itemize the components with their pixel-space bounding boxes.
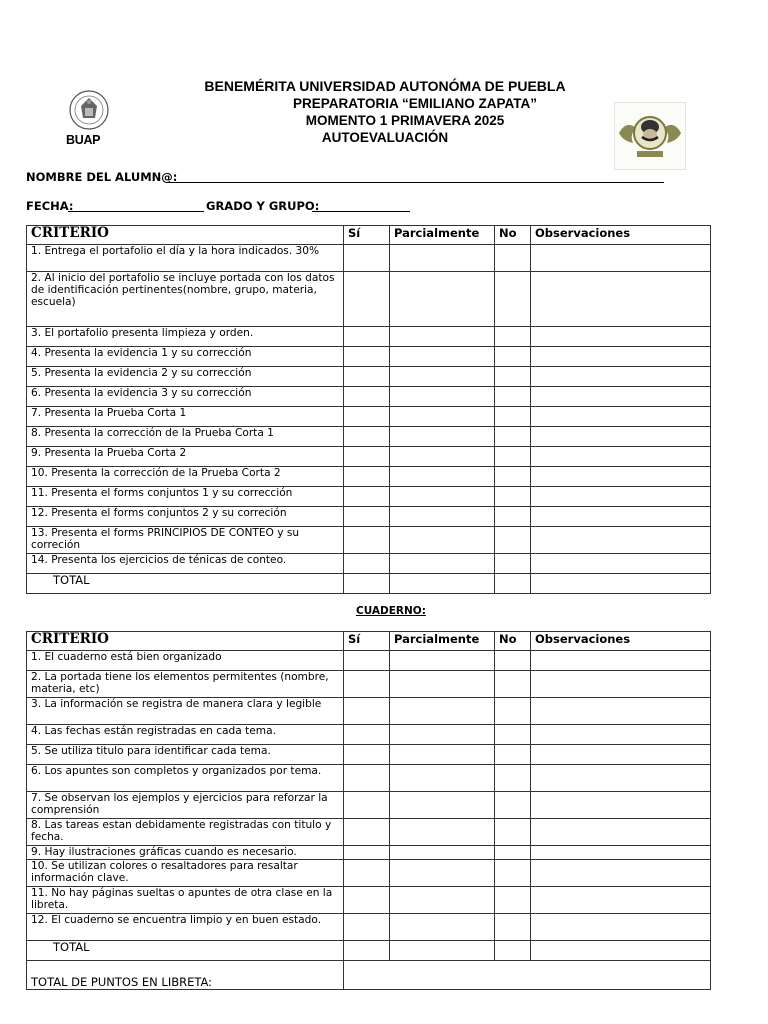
si-cell[interactable] (344, 507, 390, 527)
obs-cell[interactable] (531, 765, 711, 792)
table-row (27, 819, 711, 846)
parcial-cell[interactable] (390, 745, 495, 765)
table-row (27, 765, 711, 792)
obs-cell[interactable] (531, 507, 711, 527)
obs-cell[interactable] (531, 347, 711, 367)
table-row (27, 387, 711, 407)
no-cell[interactable] (495, 554, 531, 574)
no-cell[interactable] (495, 698, 531, 725)
no-cell[interactable] (495, 387, 531, 407)
no-cell[interactable] (495, 651, 531, 671)
no-cell[interactable] (495, 407, 531, 427)
no-cell[interactable] (495, 347, 531, 367)
no-cell[interactable] (495, 367, 531, 387)
col-no: No (495, 226, 531, 245)
table-row (27, 671, 711, 698)
no-cell[interactable] (495, 725, 531, 745)
table-row (27, 467, 711, 487)
final-total-row (27, 961, 711, 990)
total-label: TOTAL (27, 574, 344, 594)
portfolio-header-row (27, 226, 711, 245)
table-row (27, 507, 711, 527)
criterion-text: 8. Las tareas estan debidamente registradas con titulo y fecha. (27, 819, 344, 846)
obs-cell[interactable] (531, 914, 711, 941)
table-row (27, 914, 711, 941)
table-row (27, 860, 711, 887)
col-no: No (495, 632, 531, 651)
criterion-text: 10. Se utilizan colores o resaltadores para resaltar información clave. (27, 860, 344, 887)
criterion-text: 5. Presenta la evidencia 2 y su corrección (27, 367, 344, 387)
si-cell[interactable] (344, 792, 390, 819)
si-cell[interactable] (344, 745, 390, 765)
si-cell[interactable] (344, 819, 390, 846)
parcial-cell[interactable] (390, 447, 495, 467)
parcial-cell[interactable] (390, 467, 495, 487)
no-total[interactable] (495, 574, 531, 594)
col-si: Sí (344, 226, 390, 245)
parcial-cell[interactable] (390, 327, 495, 347)
col-obs: Observaciones (531, 226, 711, 245)
criterion-text: 5. Se utiliza titulo para identificar cada tema. (27, 745, 344, 765)
no-cell[interactable] (495, 819, 531, 846)
no-cell[interactable] (495, 245, 531, 272)
obs-cell[interactable] (531, 792, 711, 819)
notebook-title: CUADERNO: (356, 605, 426, 617)
name-label: NOMBRE DEL ALUMN@: (26, 170, 178, 184)
table-row (27, 367, 711, 387)
si-cell[interactable] (344, 272, 390, 327)
parcial-cell[interactable] (390, 914, 495, 941)
obs-cell[interactable] (531, 860, 711, 887)
parcial-cell[interactable] (390, 527, 495, 554)
obs-cell[interactable] (531, 725, 711, 745)
parcial-cell[interactable] (390, 387, 495, 407)
obs-cell[interactable] (531, 846, 711, 860)
total-row (27, 574, 711, 594)
table-row (27, 527, 711, 554)
criterion-text: 2. Al inicio del portafolio se incluye portada con los datos de identificación pertinentes(nombre, grupo, materia, escuela) (27, 272, 344, 327)
criterion-text: 13. Presenta el forms PRINCIPIOS DE CONTEO y su correción (27, 527, 344, 554)
si-cell[interactable] (344, 698, 390, 725)
final-total-label: TOTAL DE PUNTOS EN LIBRETA: (27, 961, 344, 990)
criterion-text: 4. Las fechas están registradas en cada tema. (27, 725, 344, 745)
obs-cell[interactable] (531, 447, 711, 467)
si-cell[interactable] (344, 671, 390, 698)
table-row (27, 487, 711, 507)
obs-cell[interactable] (531, 467, 711, 487)
no-cell[interactable] (495, 272, 531, 327)
obs-cell[interactable] (531, 887, 711, 914)
parcial-cell[interactable] (390, 725, 495, 745)
obs-cell[interactable] (531, 387, 711, 407)
table-row (27, 725, 711, 745)
criterion-text: 6. Los apuntes son completos y organizados por tema. (27, 765, 344, 792)
parcial-total[interactable] (390, 941, 495, 961)
criterion-text: 7. Se observan los ejemplos y ejercicios para reforzar la comprensión (27, 792, 344, 819)
criterion-text: 6. Presenta la evidencia 3 y su corrección (27, 387, 344, 407)
criterion-text: 3. La información se registra de manera clara y legible (27, 698, 344, 725)
no-cell[interactable] (495, 507, 531, 527)
table-row (27, 327, 711, 347)
document-title: AUTOEVALUACIÓN (321, 130, 449, 145)
final-total-value[interactable] (344, 961, 711, 990)
parcial-cell[interactable] (390, 245, 495, 272)
table-row (27, 245, 711, 272)
criterion-text: 14. Presenta los ejercicios de ténicas de conteo. (27, 554, 344, 574)
no-cell[interactable] (495, 427, 531, 447)
parcial-cell[interactable] (390, 846, 495, 860)
si-cell[interactable] (344, 725, 390, 745)
col-criterio: CRITERIO (27, 226, 344, 245)
table-row (27, 272, 711, 327)
obs-cell[interactable] (531, 651, 711, 671)
criterion-text: 11. Presenta el forms conjuntos 1 y su corrección (27, 487, 344, 507)
total-label: TOTAL (27, 941, 344, 961)
obs-cell[interactable] (531, 327, 711, 347)
no-total[interactable] (495, 941, 531, 961)
si-cell[interactable] (344, 387, 390, 407)
parcial-cell[interactable] (390, 819, 495, 846)
school-name: PREPARATORIA “EMILIANO ZAPATA” (293, 96, 537, 111)
obs-cell[interactable] (531, 745, 711, 765)
table-row (27, 887, 711, 914)
si-cell[interactable] (344, 887, 390, 914)
col-parcial: Parcialmente (390, 226, 495, 245)
notebook-header-row (27, 632, 711, 651)
parcial-cell[interactable] (390, 887, 495, 914)
obs-cell[interactable] (531, 272, 711, 327)
col-parcial: Parcialmente (390, 632, 495, 651)
portfolio-rows (27, 245, 711, 594)
no-cell[interactable] (495, 846, 531, 860)
si-total[interactable] (344, 574, 390, 594)
criterion-text: 11. No hay páginas sueltas o apuntes de otra clase en la libreta. (27, 887, 344, 914)
si-cell[interactable] (344, 245, 390, 272)
no-cell[interactable] (495, 671, 531, 698)
table-row (27, 447, 711, 467)
obs-cell[interactable] (531, 427, 711, 447)
no-cell[interactable] (495, 527, 531, 554)
parcial-cell[interactable] (390, 427, 495, 447)
no-cell[interactable] (495, 914, 531, 941)
table-row (27, 745, 711, 765)
date-label: FECHA: (26, 199, 74, 213)
obs-cell[interactable] (531, 554, 711, 574)
obs-cell[interactable] (531, 487, 711, 507)
criterion-text: 8. Presenta la corrección de la Prueba Corta 1 (27, 427, 344, 447)
parcial-cell[interactable] (390, 367, 495, 387)
si-cell[interactable] (344, 487, 390, 507)
table-row (27, 651, 711, 671)
parcial-cell[interactable] (390, 487, 495, 507)
no-cell[interactable] (495, 745, 531, 765)
zapata-logo (614, 102, 686, 170)
parcial-total[interactable] (390, 574, 495, 594)
table-row (27, 792, 711, 819)
portfolio-table (26, 225, 711, 594)
si-cell[interactable] (344, 467, 390, 487)
parcial-cell[interactable] (390, 272, 495, 327)
si-cell[interactable] (344, 407, 390, 427)
obs-cell[interactable] (531, 671, 711, 698)
table-row (27, 554, 711, 574)
no-cell[interactable] (495, 467, 531, 487)
zapata-portrait-icon (615, 103, 685, 169)
parcial-cell[interactable] (390, 765, 495, 792)
parcial-cell[interactable] (390, 507, 495, 527)
no-cell[interactable] (495, 765, 531, 792)
criterion-text: 1. Entrega el portafolio el día y la hora indicados. 30% (27, 245, 344, 272)
moment-title: MOMENTO 1 PRIMAVERA 2025 (305, 113, 505, 128)
si-cell[interactable] (344, 651, 390, 671)
group-label: GRADO Y GRUPO: (206, 199, 320, 213)
criterion-text: 9. Presenta la Prueba Corta 2 (27, 447, 344, 467)
obs-total[interactable] (531, 941, 711, 961)
buap-logo (58, 88, 120, 152)
criterion-text: 3. El portafolio presenta limpieza y orden. (27, 327, 344, 347)
si-cell[interactable] (344, 367, 390, 387)
obs-cell[interactable] (531, 819, 711, 846)
si-cell[interactable] (344, 554, 390, 574)
buap-logo-text: BUAP (66, 133, 101, 147)
criterion-text: 12. Presenta el forms conjuntos 2 y su correción (27, 507, 344, 527)
si-cell[interactable] (344, 327, 390, 347)
table-row (27, 347, 711, 367)
parcial-cell[interactable] (390, 347, 495, 367)
parcial-cell[interactable] (390, 554, 495, 574)
notebook-rows (27, 651, 711, 990)
group-line[interactable] (312, 197, 410, 212)
date-line[interactable] (68, 197, 204, 212)
col-obs: Observaciones (531, 632, 711, 651)
si-cell[interactable] (344, 347, 390, 367)
si-cell[interactable] (344, 447, 390, 467)
no-cell[interactable] (495, 447, 531, 467)
no-cell[interactable] (495, 887, 531, 914)
si-cell[interactable] (344, 765, 390, 792)
criterion-text: 10. Presenta la corrección de la Prueba Corta 2 (27, 467, 344, 487)
si-cell[interactable] (344, 427, 390, 447)
criterion-text: 1. El cuaderno está bien organizado (27, 651, 344, 671)
table-row (27, 698, 711, 725)
parcial-cell[interactable] (390, 860, 495, 887)
no-cell[interactable] (495, 327, 531, 347)
col-criterio: CRITERIO (27, 632, 344, 651)
parcial-cell[interactable] (390, 792, 495, 819)
si-cell[interactable] (344, 914, 390, 941)
no-cell[interactable] (495, 860, 531, 887)
total-row (27, 941, 711, 961)
obs-cell[interactable] (531, 367, 711, 387)
obs-cell[interactable] (531, 698, 711, 725)
university-name: BENEMÉRITA UNIVERSIDAD AUTONÓMA DE PUEBLA (204, 78, 566, 94)
criterion-text: 12. El cuaderno se encuentra limpio y en buen estado. (27, 914, 344, 941)
parcial-cell[interactable] (390, 407, 495, 427)
si-total[interactable] (344, 941, 390, 961)
criterion-text: 7. Presenta la Prueba Corta 1 (27, 407, 344, 427)
obs-cell[interactable] (531, 407, 711, 427)
obs-cell[interactable] (531, 527, 711, 554)
obs-cell[interactable] (531, 245, 711, 272)
document-header (150, 78, 620, 146)
notebook-table (26, 631, 711, 990)
no-cell[interactable] (495, 487, 531, 507)
si-cell[interactable] (344, 846, 390, 860)
criterion-text: 4. Presenta la evidencia 1 y su corrección (27, 347, 344, 367)
name-line[interactable] (166, 168, 664, 183)
table-row (27, 846, 711, 860)
si-cell[interactable] (344, 860, 390, 887)
table-row (27, 407, 711, 427)
parcial-cell[interactable] (390, 671, 495, 698)
parcial-cell[interactable] (390, 651, 495, 671)
col-si: Sí (344, 632, 390, 651)
si-cell[interactable] (344, 527, 390, 554)
no-cell[interactable] (495, 792, 531, 819)
criterion-text: 9. Hay ilustraciones gráficas cuando es necesario. (27, 846, 344, 860)
obs-total[interactable] (531, 574, 711, 594)
parcial-cell[interactable] (390, 698, 495, 725)
criterion-text: 2. La portada tiene los elementos permitentes (nombre, materia, etc) (27, 671, 344, 698)
table-row (27, 427, 711, 447)
